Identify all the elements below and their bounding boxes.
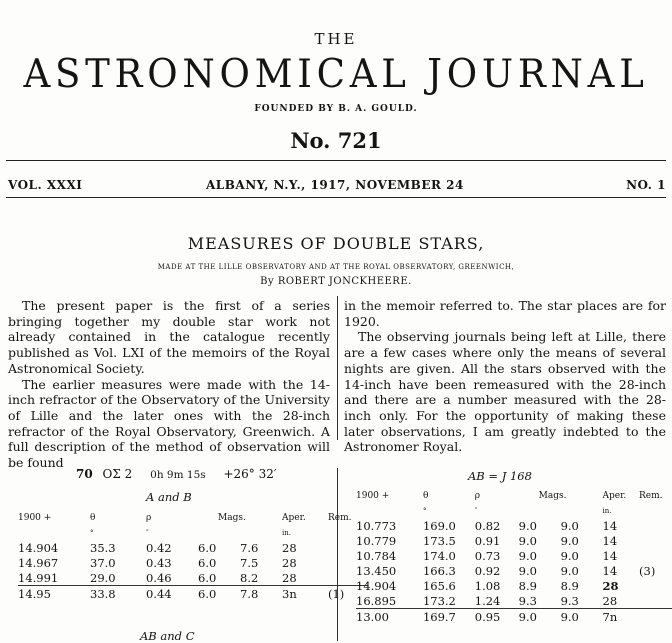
cell [639, 533, 672, 548]
cell: 35.3 [90, 540, 116, 555]
journal-the: THE [314, 30, 358, 48]
mean-row [18, 586, 368, 602]
cell: 33.8 [90, 586, 146, 602]
table-row [18, 555, 368, 570]
col-rho: ρ [146, 512, 152, 523]
cell: 9.0 [518, 548, 537, 563]
cell: 9.0 [519, 609, 561, 625]
article-subtitle: MADE AT THE LILLE OBSERVATORY AND AT THE ROYAL OBSERVATORY, GREENWICH, [157, 263, 515, 271]
cell: 10.784 [356, 548, 397, 563]
cell: 9.0 [560, 518, 579, 533]
cell: 14 [602, 533, 618, 548]
cell: 165.6 [422, 578, 456, 593]
units-row [356, 503, 672, 518]
cell: (3) [639, 563, 656, 578]
right-ascension: 0h 9m 15s [150, 469, 206, 481]
cell: 1.08 [474, 578, 501, 593]
cell: 7n [603, 609, 640, 625]
founded-line: FOUNDED BY B. A. GOULD. [254, 104, 418, 114]
right-column [344, 298, 666, 455]
cell: 0.44 [146, 586, 198, 602]
unit-degree: ° [90, 528, 94, 537]
cell: 0.43 [146, 555, 172, 570]
cell: 10.773 [356, 518, 397, 533]
next-pair-label: AB and C [140, 629, 195, 643]
cell: 28 [602, 593, 618, 608]
col-theta: θ [422, 490, 429, 501]
cell [639, 593, 672, 609]
col-aper: Aper. [602, 490, 627, 501]
cell: 169.7 [423, 609, 475, 625]
col-aper: Aper. [282, 512, 306, 523]
table-row [356, 578, 672, 593]
cell: 173.2 [422, 593, 456, 608]
cell: 7.6 [240, 540, 259, 555]
issue-number: No. 721 [290, 128, 382, 153]
cell: 0.95 [475, 609, 519, 625]
cell: 0.46 [146, 570, 172, 585]
unit-inch: in. [602, 506, 612, 515]
cell: 13.450 [356, 563, 397, 578]
declination: +26° 32′ [223, 467, 277, 481]
cell: 1.24 [474, 593, 501, 608]
cell: 14.904 [356, 578, 397, 593]
table-row [356, 548, 672, 563]
place-date: ALBANY, N.Y., 1917, NOVEMBER 24 [206, 178, 464, 192]
col-mags: Mags. [218, 512, 246, 523]
cell: 6.0 [198, 555, 217, 570]
cell: 28 [282, 570, 297, 585]
cell: 0.42 [146, 540, 172, 555]
cell: 9.3 [518, 593, 537, 608]
table-row [18, 570, 368, 586]
cell: 9.0 [561, 609, 603, 625]
cell: 28 [602, 578, 619, 593]
units-row [18, 525, 368, 540]
top-rule [6, 160, 666, 161]
cell [639, 518, 672, 533]
cell: 10.779 [356, 533, 397, 548]
cell: 29.0 [90, 570, 116, 585]
paragraph: The observing journals being left at Lille, there are a few cases where only the means of several nights are given. All the stars observed with the 14-inch have been remeasured with the 28-inch and there are a number measured with the 28-inch only. For the opportunity of making these later observations, I am greatly indebted to the Astronomer Royal. [344, 329, 666, 455]
table-row [18, 540, 368, 555]
cell: 6.0 [198, 570, 217, 585]
journal-title: ASTRONOMICAL JOURNAL [23, 52, 649, 97]
cell: 9.0 [560, 533, 579, 548]
table-row [356, 518, 672, 533]
paragraph: The present paper is the first of a series bringing together my double star work not already contained in the catalogue recently published as Vol. LXI of the memoirs of the Royal Astronomical Society. [8, 298, 330, 376]
star-header [76, 467, 277, 481]
unit-inch: in. [282, 528, 291, 537]
table-row [356, 593, 672, 609]
cell: 0.91 [474, 533, 501, 548]
col-rem: Rem. [328, 512, 352, 523]
paragraph: in the memoir referred to. The star places are for 1920. [344, 298, 666, 329]
unit-arcsec: ″ [146, 528, 149, 537]
pair-label-right: AB = J 168 [468, 469, 532, 483]
cell: 8.2 [240, 570, 259, 585]
article-byline: By ROBERT JONCKHEERE. [260, 276, 412, 287]
cell: 14 [602, 518, 618, 533]
cell: 6.0 [198, 540, 217, 555]
bottom-rule [6, 197, 666, 198]
cell: 169.0 [422, 518, 456, 533]
unit-degree: ° [422, 506, 427, 515]
cell: 7.8 [240, 586, 282, 602]
cell: 7.5 [240, 555, 259, 570]
col-epoch: 1900 + [18, 512, 52, 523]
cell: 3n [282, 586, 328, 602]
article-title: MEASURES OF DOUBLE STARS, [187, 234, 485, 253]
cell: 14 [602, 548, 618, 563]
cell: 9.0 [560, 548, 579, 563]
cell: 0.82 [474, 518, 501, 533]
col-mags: Mags. [538, 490, 567, 501]
cell: 14.904 [18, 540, 59, 555]
col-epoch: 1900 + [356, 490, 390, 501]
cell: 6.0 [198, 586, 240, 602]
cell: 9.0 [560, 563, 579, 578]
col-theta: θ [90, 512, 96, 523]
mean-row [356, 609, 672, 625]
volume: VOL. XXXI [8, 178, 83, 192]
table-row [356, 563, 672, 578]
cell [639, 609, 672, 625]
cell: (1) [328, 586, 368, 602]
star-name: OΣ 2 [102, 467, 133, 481]
issue-no: NO. 1 [626, 178, 666, 192]
left-column [8, 298, 330, 471]
pair-label: A and B [146, 490, 192, 504]
cell: 9.0 [518, 518, 537, 533]
column-divider [337, 296, 338, 440]
table-header [18, 510, 368, 525]
cell: 13.00 [356, 609, 423, 625]
cell: 174.0 [422, 548, 456, 563]
cell: 37.0 [90, 555, 116, 570]
col-rem: Rem. [639, 490, 663, 501]
cell: 0.92 [474, 563, 501, 578]
unit-arcsec: ″ [474, 506, 478, 515]
cell: 16.895 [356, 593, 397, 608]
cell: 28 [282, 540, 297, 555]
table-row [356, 533, 672, 548]
cell: 173.5 [422, 533, 456, 548]
star-number: 70 [76, 467, 93, 481]
cell: 14.991 [18, 570, 59, 585]
col-rho: ρ [474, 490, 481, 501]
cell: 28 [282, 555, 297, 570]
cell: 0.73 [474, 548, 501, 563]
cell: 14 [602, 563, 618, 578]
cell: 166.3 [422, 563, 456, 578]
cell: 9.0 [518, 563, 537, 578]
paragraph: The earlier measures were made with the 14-inch refractor of the Observatory of the University of Lille and the later ones with the 28-inch refractor of the Royal Observatory, Greenwich. A full description of the method of observation will be found [8, 376, 330, 471]
table-header [356, 488, 672, 503]
measures-table-right [356, 488, 672, 624]
cell: 9.3 [560, 593, 579, 608]
cell [639, 548, 672, 563]
cell [639, 578, 672, 593]
cell: 14.967 [18, 555, 59, 570]
cell: 8.9 [518, 578, 537, 593]
cell: 8.9 [560, 578, 579, 593]
cell: 9.0 [518, 533, 537, 548]
measures-table-left [18, 510, 368, 601]
cell: 14.95 [18, 586, 90, 602]
